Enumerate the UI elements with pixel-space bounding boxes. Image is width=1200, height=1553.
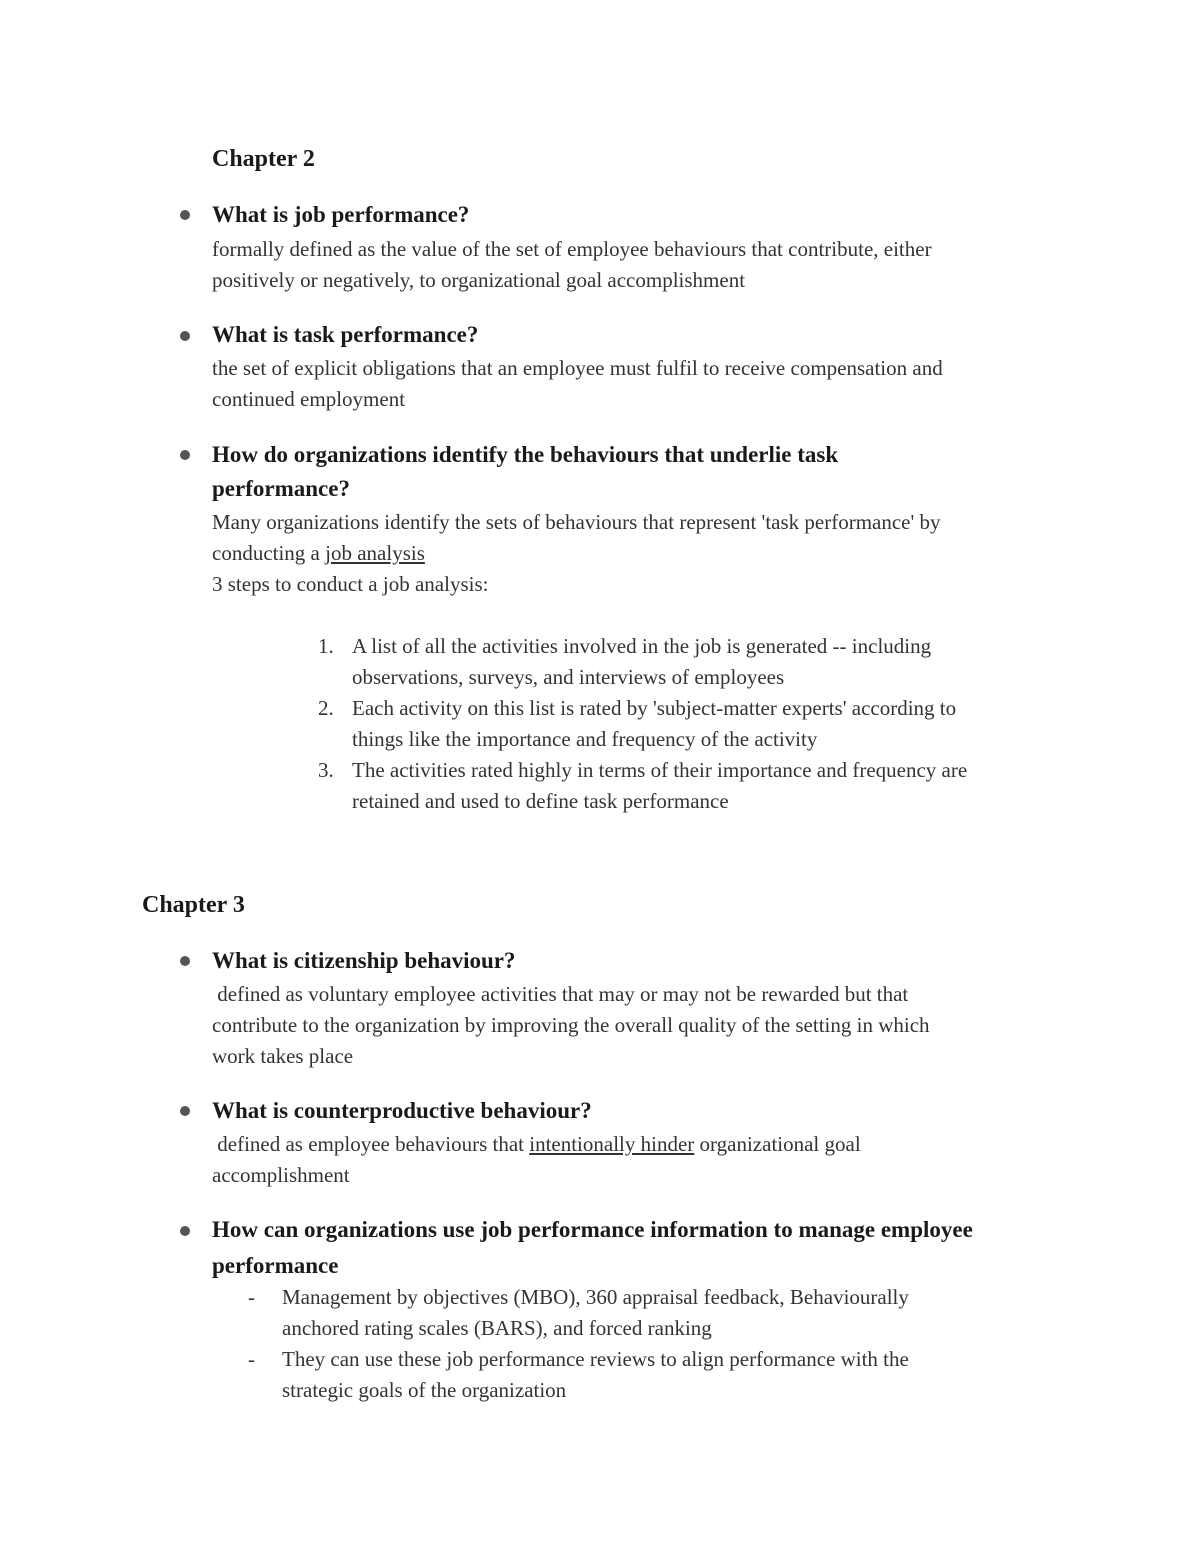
answer-line xyxy=(212,1129,861,1160)
question-job-performance: What is job performance? xyxy=(212,202,470,227)
step-text: retained and used to define task performance xyxy=(352,789,729,813)
question-counterproductive: What is counterproductive behaviour? xyxy=(212,1098,592,1123)
dash-marker: - xyxy=(248,1347,255,1371)
step-number: 3. xyxy=(318,758,334,782)
step-text: things like the importance and frequency of the activity xyxy=(352,727,818,751)
answer-line: accomplishment xyxy=(212,1163,350,1187)
step-text: observations, surveys, and interviews of employees xyxy=(352,665,785,689)
answer-line: formally defined as the value of the set of employee behaviours that contribute, either xyxy=(212,237,932,261)
answer-line: contribute to the organization by improving the overall quality of the setting in which xyxy=(212,1013,930,1037)
chapter-2-title: Chapter 2 xyxy=(212,146,315,172)
question-citizenship: What is citizenship behaviour? xyxy=(212,948,516,973)
intentionally-hinder-link[interactable]: intentionally hinder xyxy=(529,1132,695,1156)
dash-marker: - xyxy=(248,1285,255,1309)
question-manage-performance: How can organizations use job performance information to manage employee xyxy=(212,1217,973,1242)
answer-line: Many organizations identify the sets of behaviours that represent 'task performance' by xyxy=(212,510,941,534)
answer-line: work takes place xyxy=(212,1044,354,1068)
list-item-text: Management by objectives (MBO), 360 appraisal feedback, Behaviourally xyxy=(282,1285,909,1309)
answer-suffix: organizational goal xyxy=(694,1132,861,1156)
step-number: 2. xyxy=(318,696,334,720)
list-item-text: They can use these job performance reviews to align performance with the xyxy=(282,1347,909,1371)
bullet-icon xyxy=(180,956,190,966)
answer-line: defined as voluntary employee activities that may or may not be rewarded but that xyxy=(212,982,909,1006)
job-analysis-link[interactable]: job analysis xyxy=(325,541,425,565)
answer-line: the set of explicit obligations that an employee must fulfil to receive compensation and xyxy=(212,356,943,380)
bullet-icon xyxy=(180,1106,190,1116)
steps-intro: 3 steps to conduct a job analysis: xyxy=(212,572,489,596)
question-identify-behaviours-cont: performance? xyxy=(212,476,350,501)
question-manage-performance-cont: performance xyxy=(212,1253,339,1278)
bullet-icon xyxy=(180,450,190,460)
question-task-performance: What is task performance? xyxy=(212,322,479,347)
list-item-text: strategic goals of the organization xyxy=(282,1378,567,1402)
answer-line xyxy=(212,538,425,569)
answer-prefix: defined as employee behaviours that xyxy=(212,1132,530,1156)
step-text: Each activity on this list is rated by 'subject-matter experts' according to xyxy=(352,696,957,720)
step-number: 1. xyxy=(318,634,334,658)
answer-line: positively or negatively, to organizational goal accomplishment xyxy=(212,268,746,292)
answer-line: continued employment xyxy=(212,387,406,411)
bullet-icon xyxy=(180,210,190,220)
answer-prefix: conducting a xyxy=(212,541,326,565)
bullet-icon xyxy=(180,1226,190,1236)
chapter-3-title: Chapter 3 xyxy=(142,892,245,918)
question-identify-behaviours: How do organizations identify the behaviours that underlie task xyxy=(212,442,839,467)
step-text: The activities rated highly in terms of their importance and frequency are xyxy=(352,758,968,782)
step-text: A list of all the activities involved in the job is generated -- including xyxy=(352,634,932,658)
list-item-text: anchored rating scales (BARS), and forced ranking xyxy=(282,1316,712,1340)
bullet-icon xyxy=(180,331,190,341)
